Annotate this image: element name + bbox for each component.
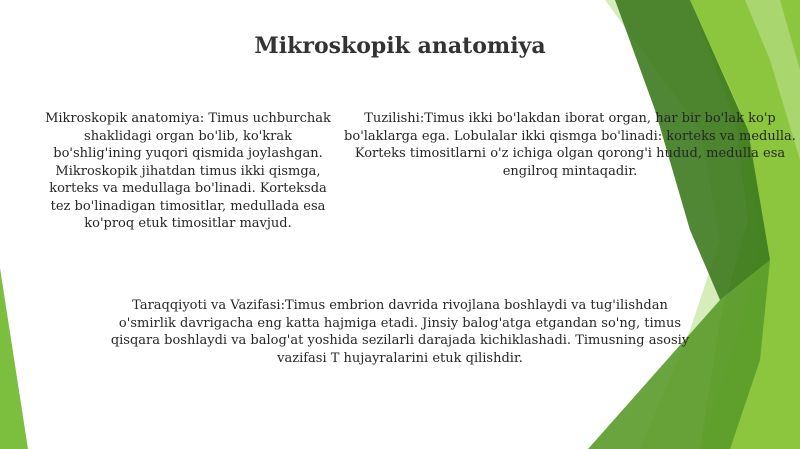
- text-block-structure: Tuzilishi:Timus ikki bo'lakdan iborat organ, har bir bo'lak ko'p bo'laklarga ega. Lobulalar ikki qismga bo'linadi: korteks va medulla. Korteks timositlarni o'z ichiga olgan qorong'i hudud, medulla esa engilroq mintaqadir.: [344, 111, 796, 179]
- text-block-development: Taraqqiyoti va Vazifasi:Timus embrion davrida rivojlana boshlaydi va tug'ilishdan o'smirlik davrigacha eng katta hajmiga etadi. Jinsiy balog'atga etgandan so'ng, timus qisqara boshlaydi va balog'at yoshida sezilarli darajada kichiklashadi. Timusning asosiy vazifasi T hujayralarini etuk qilishdir.: [110, 298, 690, 366]
- slide-title: Mikroskopik anatomiya: [254, 33, 546, 59]
- left-accent-wedge: [0, 268, 28, 449]
- text-block-anatomy: Mikroskopik anatomiya: Timus uchburchak shaklidagi organ bo'lib, ko'krak bo'shlig'ining yuqori qismida joylashgan. Mikroskopik jihatdan timus ikki qismga, korteks va medullaga bo'linadi. Korteksda tez bo'linadigan timositlar, medullada esa ko'proq etuk timositlar mavjud.: [45, 111, 331, 231]
